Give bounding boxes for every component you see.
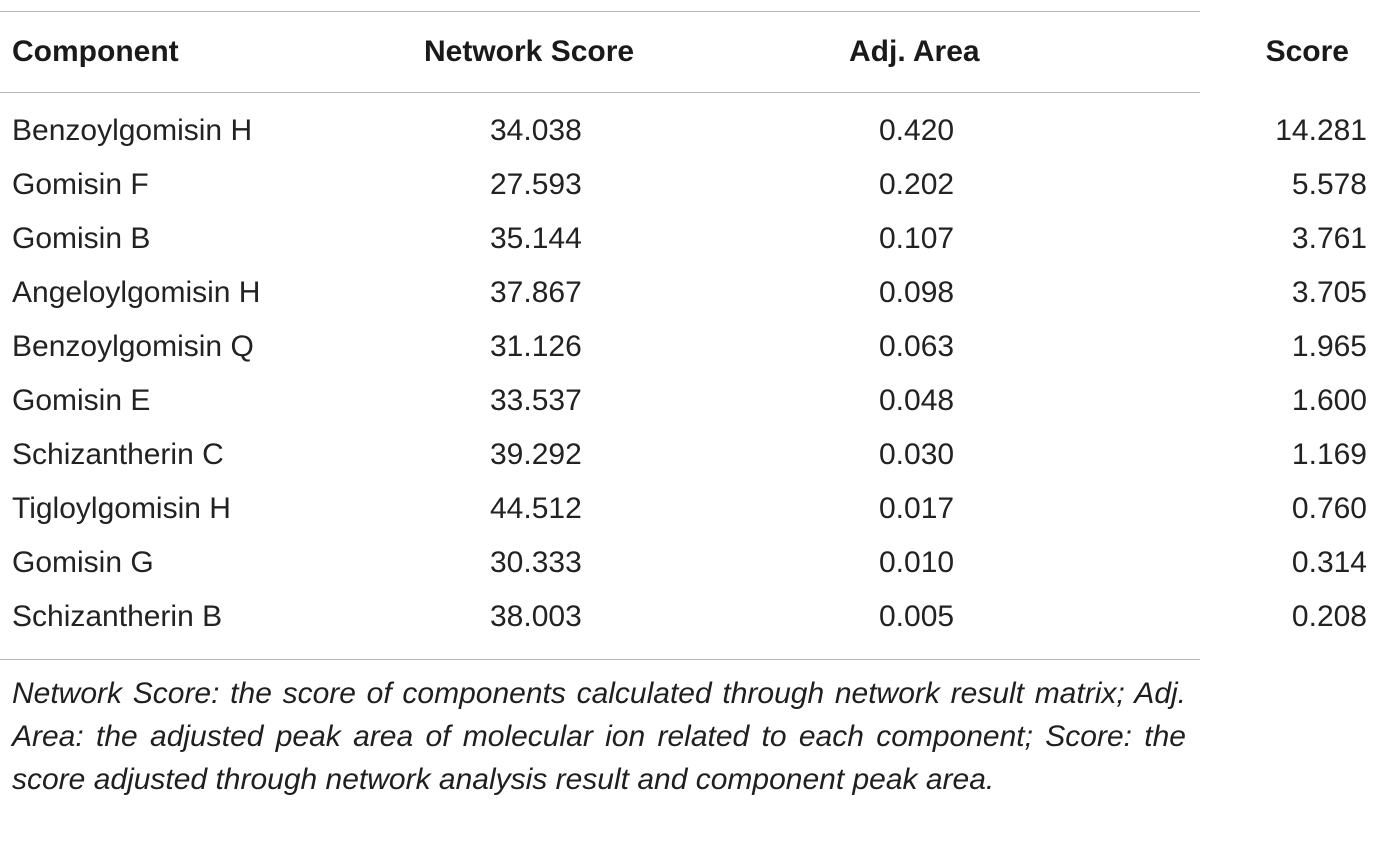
cell-score: 0.314 <box>1291 546 1367 579</box>
cell-adj-area: 0.202 <box>879 168 955 201</box>
cell-component: Gomisin B <box>12 222 151 255</box>
table-bottom-rule <box>0 659 1200 660</box>
column-header-score: Score <box>1265 35 1349 68</box>
table-row <box>0 590 1391 644</box>
cell-adj-area: 0.048 <box>879 384 955 417</box>
cell-score: 1.965 <box>1291 330 1367 363</box>
cell-component: Schizantherin C <box>12 438 224 471</box>
table-row <box>0 266 1391 320</box>
cell-network-score: 38.003 <box>490 600 582 633</box>
cell-score: 0.208 <box>1291 600 1367 633</box>
cell-component: Benzoylgomisin Q <box>12 330 254 363</box>
cell-network-score: 31.126 <box>490 330 582 363</box>
cell-adj-area: 0.420 <box>879 114 955 147</box>
cell-network-score: 34.038 <box>490 114 582 147</box>
cell-adj-area: 0.107 <box>879 222 955 255</box>
cell-score: 1.169 <box>1291 438 1367 471</box>
cell-network-score: 39.292 <box>490 438 582 471</box>
table-row <box>0 158 1391 212</box>
cell-network-score: 44.512 <box>490 492 582 525</box>
cell-adj-area: 0.030 <box>879 438 955 471</box>
cell-score: 5.578 <box>1291 168 1367 201</box>
cell-score: 3.705 <box>1291 276 1367 309</box>
cell-adj-area: 0.098 <box>879 276 955 309</box>
column-header-network-score: Network Score <box>424 35 635 68</box>
cell-network-score: 35.144 <box>490 222 582 255</box>
table-row <box>0 428 1391 482</box>
cell-network-score: 27.593 <box>490 168 582 201</box>
table-row <box>0 536 1391 590</box>
column-header-component: Component <box>12 35 179 68</box>
cell-component: Angeloylgomisin H <box>12 276 261 309</box>
cell-component: Gomisin F <box>12 168 149 201</box>
cell-network-score: 30.333 <box>490 546 582 579</box>
cell-adj-area: 0.017 <box>879 492 955 525</box>
table-row <box>0 374 1391 428</box>
cell-component: Tigloylgomisin H <box>12 492 231 525</box>
cell-score: 1.600 <box>1291 384 1367 417</box>
cell-component: Gomisin E <box>12 384 151 417</box>
cell-network-score: 33.537 <box>490 384 582 417</box>
cell-adj-area: 0.010 <box>879 546 955 579</box>
cell-score: 0.760 <box>1291 492 1367 525</box>
cell-network-score: 37.867 <box>490 276 582 309</box>
data-table <box>0 12 1391 644</box>
cell-component: Gomisin G <box>12 546 154 579</box>
cell-score: 3.761 <box>1291 222 1367 255</box>
cell-adj-area: 0.063 <box>879 330 955 363</box>
table-header-row <box>0 12 1391 92</box>
cell-component: Schizantherin B <box>12 600 223 633</box>
table-row <box>0 212 1391 266</box>
table-row <box>0 482 1391 536</box>
table-row <box>0 92 1391 158</box>
cell-component: Benzoylgomisin H <box>12 114 253 147</box>
cell-adj-area: 0.005 <box>879 600 955 633</box>
column-header-adj-area: Adj. Area <box>849 35 980 68</box>
table-row <box>0 320 1391 374</box>
table-footnote: Network Score: the score of components calculated through network result matrix; Adj. Area: the adjusted peak area of molecular ion related to each component; Score: the score adjusted through network analysis result and component peak area. <box>12 677 1186 796</box>
cell-score: 14.281 <box>1275 114 1367 147</box>
